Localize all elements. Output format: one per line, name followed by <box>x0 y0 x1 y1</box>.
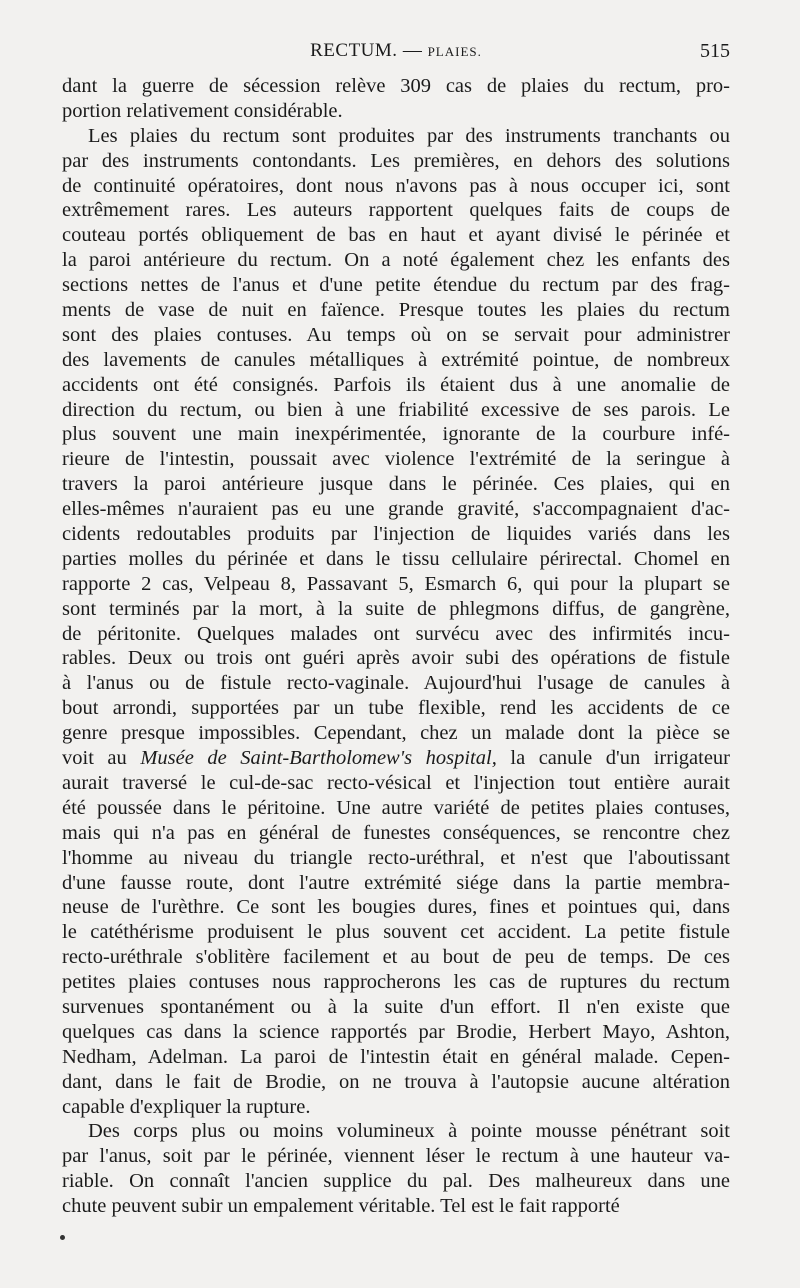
text-line: chute peuvent subir un empalement véritable. Tel est le fait rapporté <box>62 1195 620 1218</box>
text-line: accidents ont été consignés. Parfois ils étaient dus à une anomalie de <box>62 373 730 396</box>
text-line: dant, dans le fait de Brodie, on ne trouva à l'autopsie aucune altération <box>62 1070 730 1093</box>
text-line: le catéthérisme produisent le plus souvent cet accident. La petite fistule <box>62 921 730 944</box>
text-line: de continuité opératoires, dont nous n'avons pas à nous occuper ici, sont <box>62 174 730 197</box>
paragraph <box>62 124 730 1120</box>
text-line: mais qui n'a pas en général de funestes conséquences, se rencontre chez <box>62 821 730 844</box>
text-line: à l'anus ou de fistule recto-vaginale. Aujourd'hui l'usage de canules à <box>62 672 730 695</box>
text-line: Les plaies du rectum sont produites par des instruments tranchants ou <box>88 124 730 147</box>
text-line: de péritonite. Quelques malades ont survécu avec des infirmités incu- <box>62 622 730 645</box>
text-line: d'une fausse route, dont l'autre extrémité siége dans la partie membra- <box>62 871 730 894</box>
text-line: été poussée dans le péritoine. Une autre variété de petites plaies contuses, <box>62 796 730 819</box>
text-line: plus souvent une main inexpérimentée, ignorante de la courbure infé- <box>62 423 730 446</box>
text-line: bout arrondi, supportées par un tube flexible, rend les accidents de ce <box>62 697 730 720</box>
text-line: survenues spontanément ou à la suite d'un effort. Il n'en existe que <box>62 995 730 1018</box>
text-line: riable. On connaît l'ancien supplice du pal. Des malheureux dans une <box>62 1170 730 1193</box>
running-title <box>62 40 730 62</box>
text-line: sont terminés par la mort, à la suite de phlegmons diffus, de gangrène, <box>62 597 730 620</box>
text-line: rieure de l'intestin, poussait avec violence l'extrémité de la seringue à <box>62 448 730 471</box>
text-line: Nedham, Adelman. La paroi de l'intestin était en général malade. Cepen- <box>62 1045 730 1068</box>
text-line: parties molles du périnée et dans le tissu cellulaire périrectal. Chomel en <box>62 547 730 570</box>
text-line: couteau portés obliquement de bas en haut et ayant divisé le périnée et <box>62 224 730 247</box>
text-line: travers la paroi antérieure jusque dans le périnée. Ces plaies, qui en <box>62 473 730 496</box>
text-line: neuse de l'urèthre. Ce sont les bougies dures, fines et pointues qui, dans <box>62 896 730 919</box>
running-header <box>62 40 730 70</box>
text-line: elles-mêmes n'auraient pas eu une grande gravité, s'accompagnaient d'ac- <box>62 498 730 521</box>
text-line <box>62 746 730 771</box>
text-line: la paroi antérieure du rectum. On a noté également chez les enfants des <box>62 249 730 272</box>
running-title-dash: — <box>402 40 423 61</box>
text-line: capable d'expliquer la rupture. <box>62 1095 311 1118</box>
text-line: ments de vase de nuit en faïence. Presque toutes les plaies du rectum <box>62 299 730 322</box>
text-line: direction du rectum, ou bien à une friabilité excessive de ses parois. Le <box>62 398 730 421</box>
running-title-sub: PLAIES. <box>427 44 482 59</box>
italic-text-run: Musée de Saint-Bartholomew's hospital, <box>140 747 497 770</box>
body-text <box>62 74 730 1219</box>
text-line: par des instruments contondants. Les premières, en dehors des solutions <box>62 149 730 172</box>
text-line: extrêmement rares. Les auteurs rapportent quelques faits de coups de <box>62 199 730 222</box>
margin-speck <box>60 1235 65 1240</box>
text-run: la canule d'un irrigateur <box>496 747 730 770</box>
paragraph <box>62 74 730 124</box>
page-number: 515 <box>700 40 730 62</box>
text-line: genre presque impossibles. Cependant, chez un malade dont la pièce se <box>62 722 730 745</box>
text-line: sont des plaies contuses. Au temps où on se servait pour administrer <box>62 323 730 346</box>
text-line: petites plaies contuses nous rapprocherons les cas de ruptures du rectum <box>62 971 730 994</box>
text-line: dant la guerre de sécession relève 309 cas de plaies du rectum, pro- <box>62 75 730 97</box>
paragraph <box>62 1119 730 1219</box>
text-line: sections nettes de l'anus et d'une petite étendue du rectum par des frag- <box>62 274 730 297</box>
text-line: par l'anus, soit par le périnée, viennent léser le rectum à une hauteur va- <box>62 1145 730 1168</box>
text-line: rapporte 2 cas, Velpeau 8, Passavant 5, Esmarch 6, qui pour la plupart se <box>62 572 730 595</box>
text-line: recto-uréthrale s'oblitère facilement et au bout de peu de temps. De ces <box>62 946 730 969</box>
text-line: Des corps plus ou moins volumineux à pointe mousse pénétrant soit <box>88 1120 730 1143</box>
text-line: des lavements de canules métalliques à extrémité pointue, de nombreux <box>62 348 730 371</box>
text-run: voit au <box>62 747 141 770</box>
text-line: portion relativement considérable. <box>62 99 343 122</box>
text-line: aurait traversé le cul-de-sac recto-vésical et l'injection tout entière aurait <box>62 771 730 794</box>
text-line: rables. Deux ou trois ont guéri après avoir subi des opérations de fistule <box>62 647 730 670</box>
text-line: l'homme au niveau du triangle recto-uréthral, et n'est que l'aboutissant <box>62 846 730 869</box>
text-line: cidents redoutables produits par l'injection de liquides variés dans les <box>62 523 730 546</box>
running-title-main: RECTUM. <box>310 40 398 61</box>
text-line: quelques cas dans la science rapportés par Brodie, Herbert Mayo, Ashton, <box>62 1020 730 1043</box>
